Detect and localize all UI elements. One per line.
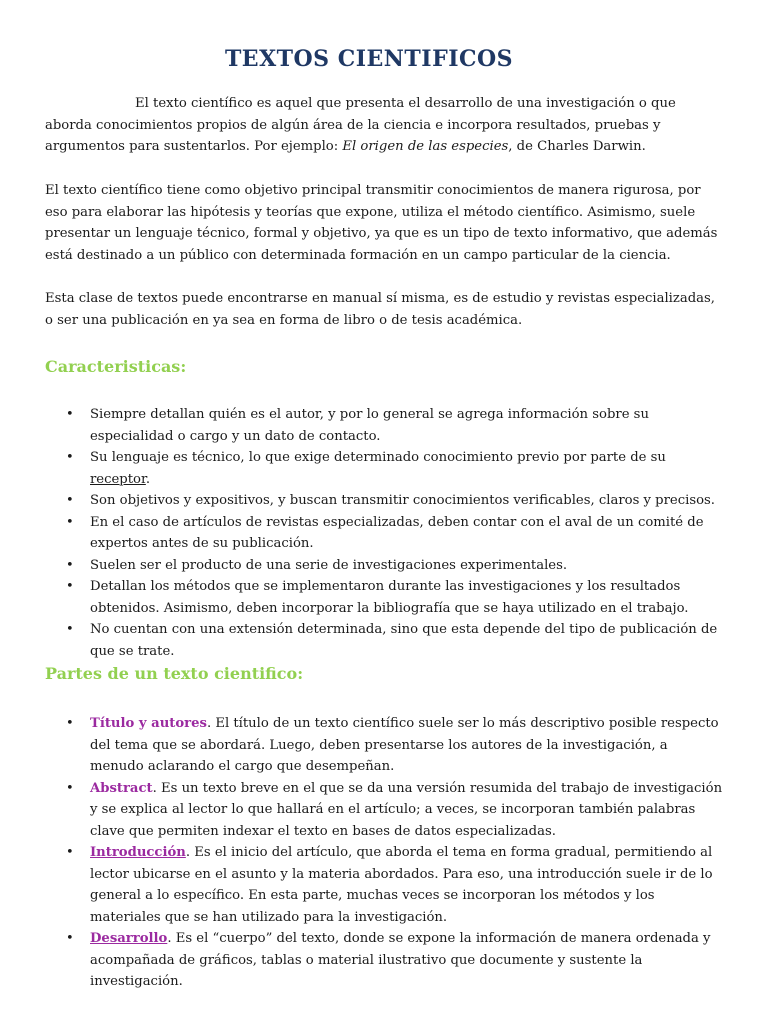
- list-item-text: . El título de un texto científico suele ser lo más descriptivo posible respecto del tema que se abordará. Luego, deben presentarse los autores de la investigación, a menudo aclarando el cargo que desempeñan.: [90, 716, 719, 774]
- paragraph-objetivo: El texto científico tiene como objetivo principal transmitir conocimientos de manera rigurosa, por eso para elaborar las hipótesis y teorías que expone, utiliza el método científico. Asimismo, suele presentar un lenguaje técnico, formal y objetivo, ya que es un tipo de texto informativo, que además está destinado a un público con determinada formación en un campo particular de la ciencia.: [45, 183, 718, 263]
- caracteristicas-list: [45, 404, 725, 662]
- bullet-icon: •: [66, 716, 74, 731]
- bullet-icon: •: [66, 450, 74, 465]
- intro-text: El texto científico es aquel que presenta el desarrollo de una investigación o que aborda conocimientos propios de algún área de la ciencia e incorpora resultados, pruebas y argumentos para sustentarlos. Por ejemplo:: [45, 96, 676, 154]
- list-item-text: Siempre detallan quién es el autor, y por lo general se agrega información sobre su especialidad o cargo y un dato de contacto.: [90, 407, 649, 444]
- list-item: [45, 512, 725, 555]
- intro-paragraph: [45, 93, 725, 158]
- list-item: [45, 928, 725, 993]
- intro-text-end: , de Charles Darwin.: [508, 139, 646, 154]
- bullet-icon: •: [66, 931, 74, 946]
- list-item-text-end: .: [145, 471, 151, 487]
- bullet-icon: •: [66, 579, 74, 594]
- list-item: [45, 778, 725, 843]
- list-item-text: No cuentan con una extensión determinada, sino que esta depende del tipo de publicación de que se trate.: [90, 622, 718, 659]
- partes-list: [45, 713, 725, 993]
- bullet-icon: •: [66, 407, 74, 422]
- bullet-icon: •: [66, 845, 74, 860]
- term-abstract: Abstract: [90, 780, 153, 796]
- list-item: [45, 842, 725, 928]
- bullet-icon: •: [66, 557, 74, 573]
- bullet-icon: •: [66, 780, 74, 796]
- list-item-text: Son objetivos y expositivos, y buscan transmitir conocimientos verificables, claros y precisos.: [90, 493, 715, 508]
- list-item: [45, 555, 725, 577]
- page-title: TEXTOS CIENTIFICOS: [224, 46, 514, 72]
- term-titulo-autores: Título y autores: [90, 716, 207, 731]
- bullet-icon: •: [66, 493, 74, 508]
- list-item-text: Su lenguaje es técnico, lo que exige determinado conocimiento previo por parte de su: [90, 450, 666, 465]
- heading-caracteristicas: Caracteristicas:: [45, 357, 187, 376]
- term-introduccion-link[interactable]: Introducción: [90, 845, 186, 860]
- list-item: [45, 447, 725, 490]
- list-item: [45, 576, 725, 619]
- list-item-text: . Es el “cuerpo” del texto, donde se expone la información de manera ordenada y acompañada de gráficos, tablas o material ilustrativo que documente y sustente la investigación.: [90, 931, 711, 989]
- list-item-text: . Es un texto breve en el que se da una versión resumida del trabajo de investigación y se explica al lector lo que hallará en el artículo; a veces, se incorporan también palabras clave que permiten indexar el texto en bases de datos especializadas.: [90, 780, 723, 839]
- term-desarrollo-link[interactable]: Desarrollo: [90, 931, 168, 946]
- list-item: [45, 619, 725, 662]
- bullet-icon: •: [66, 622, 74, 637]
- bullet-icon: •: [66, 514, 74, 530]
- list-item-text: . Es el inicio del artículo, que aborda el tema en forma gradual, permitiendo al lector ubicarse en el asunto y la materia abordados. Para eso, una introducción suele ir de lo general a lo específico. En esta parte, muchas veces se incorporan los métodos y los materiales que se han utilizado para la investigación.: [90, 845, 713, 925]
- receptor-link[interactable]: receptor: [90, 471, 146, 487]
- list-item-text: Detallan los métodos que se implementaron durante las investigaciones y los resultados obtenidos. Asimismo, deben incorporar la bibliografía que se haya utilizado en el trabajo.: [90, 579, 689, 616]
- heading-partes: Partes de un texto cientifico:: [45, 664, 304, 683]
- list-item: [45, 404, 725, 447]
- intro-italic-title: El origen de las especies: [342, 139, 509, 154]
- list-item-text: En el caso de artículos de revistas especializadas, deben contar con el aval de un comité de expertos antes de su publicación.: [90, 514, 704, 551]
- list-item: [45, 713, 725, 778]
- paragraph-clase: Esta clase de textos puede encontrarse en manual sí misma, es de estudio y revistas especializadas, o ser una publicación en ya sea en forma de libro o de tesis académica.: [45, 291, 715, 328]
- list-item-text: Suelen ser el producto de una serie de investigaciones experimentales.: [90, 557, 568, 573]
- list-item: [45, 490, 725, 512]
